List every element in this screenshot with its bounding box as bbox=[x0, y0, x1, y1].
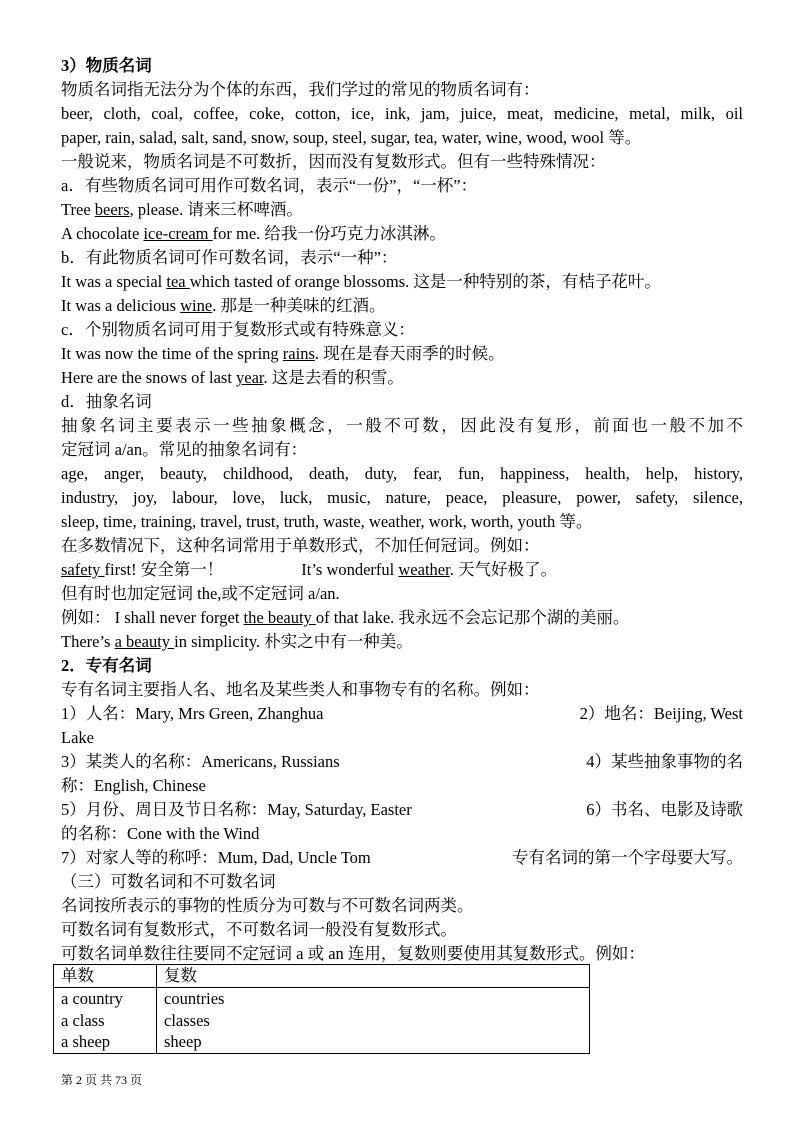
subsection-heading: （三）可数名词和不可数名词 bbox=[61, 872, 276, 891]
list-item-continuation: 的名称：Cone with the Wind bbox=[61, 824, 260, 843]
example-sentence: Tree beers, please. 请来三杯啤酒。 bbox=[61, 200, 303, 219]
underlined-word: beers bbox=[94, 200, 130, 219]
example-sentence: 例如： I shall never forget the beauty of that lake. 我永远不会忘记那个湖的美丽。 bbox=[61, 608, 630, 627]
example-sentence: It was a delicious wine. 那是一种美味的红酒。 bbox=[61, 296, 386, 315]
paragraph-line: 在多数情况下，这种名词常用于单数形式，不加任何冠词。例如： bbox=[61, 536, 540, 555]
paragraph-line: 可数名词单数往往要同不定冠词 a 或 an 连用，复数则要使用其复数形式。例如： bbox=[61, 944, 645, 963]
paragraph-line: 一般说来，物质名词是不可数折，因而没有复数形式。但有一些特殊情况： bbox=[61, 152, 606, 171]
paragraph-line: industry, joy, labour, love, luck, music, nature, peace, pleasure, power, safety, silence, bbox=[61, 488, 743, 507]
example-sentence: Here are the snows of last year. 这是去看的积雪。 bbox=[61, 368, 404, 387]
example-sentence: It was now the time of the spring rains. 现在是春天雨季的时候。 bbox=[61, 344, 505, 363]
table-row bbox=[54, 988, 590, 1054]
section-heading-proper-nouns: 2．专有名词 bbox=[61, 656, 152, 675]
section-heading-material-nouns: 3）物质名词 bbox=[61, 56, 152, 75]
paragraph-line: beer, cloth, coal, coffee, coke, cotton, ice, ink, jam, juice, meat, medicine, metal, milk, oil bbox=[61, 104, 743, 123]
example-sentence: There’s a beauty in simplicity. 朴实之中有一种美。 bbox=[61, 632, 413, 651]
paragraph-line: b．有此物质名词可作可数名词，表示“一种”： bbox=[61, 248, 398, 267]
table-header-singular: 单数 bbox=[54, 965, 157, 988]
plural-cell: countries classes sheep bbox=[157, 988, 590, 1054]
paragraph-line: c．个别物质名词可用于复数形式或有特殊意义： bbox=[61, 320, 415, 339]
example-sentence: safety first! 安全第一！ It’s wonderful weather. 天气好极了。 bbox=[61, 560, 557, 579]
paragraph-line: paper, rain, salad, salt, sand, snow, soup, steel, sugar, tea, water, wine, wood, wool 等。 bbox=[61, 128, 642, 147]
paragraph-line: age, anger, beauty, childhood, death, duty, fear, fun, happiness, health, help, history, bbox=[61, 464, 743, 483]
paragraph-line: 名词按所表示的事物的性质分为可数与不可数名词两类。 bbox=[61, 896, 474, 915]
paragraph-line: a．有些物质名词可用作可数名词，表示“一份”，“一杯”： bbox=[61, 176, 478, 195]
page-footer: 第 2 页 共 73 页 bbox=[61, 1073, 143, 1087]
list-item: 1）人名：Mary, Mrs Green, Zhanghua 2）地名：Beijing, West bbox=[61, 704, 743, 723]
underlined-word: weather bbox=[398, 560, 450, 579]
table-header-plural: 复数 bbox=[157, 965, 590, 988]
underlined-word: the beauty bbox=[243, 608, 316, 627]
paragraph-line: 可数名词有复数形式，不可数名词一般没有复数形式。 bbox=[61, 920, 457, 939]
list-item: 5）月份、周日及节日名称：May, Saturday, Easter 6）书名、电影及诗歌 bbox=[61, 800, 743, 819]
list-item-continuation: 称：English, Chinese bbox=[61, 776, 206, 795]
paragraph-line: 定冠词 a/an。常见的抽象名词有： bbox=[61, 440, 308, 459]
list-item: 3）某类人的名称：Americans, Russians 4）某些抽象事物的名 bbox=[61, 752, 743, 771]
example-sentence: It was a special tea which tasted of orange blossoms. 这是一种特别的茶，有桔子花叶。 bbox=[61, 272, 661, 291]
singular-plural-table bbox=[53, 964, 590, 1054]
subsection-heading: d．抽象名词 bbox=[61, 392, 152, 411]
list-item: 7）对家人等的称呼：Mum, Dad, Uncle Tom 专有名词的第一个字母要大写。 bbox=[61, 848, 743, 867]
underlined-word: ice-cream bbox=[143, 224, 213, 243]
underlined-word: wine bbox=[180, 296, 213, 315]
example-sentence: A chocolate ice-cream for me. 给我一份巧克力冰淇淋。 bbox=[61, 224, 446, 243]
underlined-word: a beauty bbox=[114, 632, 175, 651]
paragraph-line: 但有时也加定冠词 the,或不定冠词 a/an. bbox=[61, 584, 340, 603]
list-item-continuation: Lake bbox=[61, 728, 94, 747]
paragraph-line: 物质名词指无法分为个体的东西，我们学过的常见的物质名词有： bbox=[61, 80, 540, 99]
paragraph-line: 抽象名词主要表示一些抽象概念，一般不可数，因此没有复形，前面也一般不加不 bbox=[61, 416, 743, 435]
singular-cell: a country a class a sheep bbox=[54, 988, 157, 1054]
underlined-word: year bbox=[236, 368, 264, 387]
page-content bbox=[61, 54, 743, 966]
table-header-row bbox=[54, 965, 590, 988]
underlined-word: tea bbox=[166, 272, 190, 291]
underlined-word: rains bbox=[282, 344, 315, 363]
paragraph-line: sleep, time, training, travel, trust, truth, waste, weather, work, worth, youth 等。 bbox=[61, 512, 593, 531]
paragraph-line: 专有名词主要指人名、地名及某些类人和事物专有的名称。例如： bbox=[61, 680, 540, 699]
underlined-word: safety bbox=[61, 560, 105, 579]
